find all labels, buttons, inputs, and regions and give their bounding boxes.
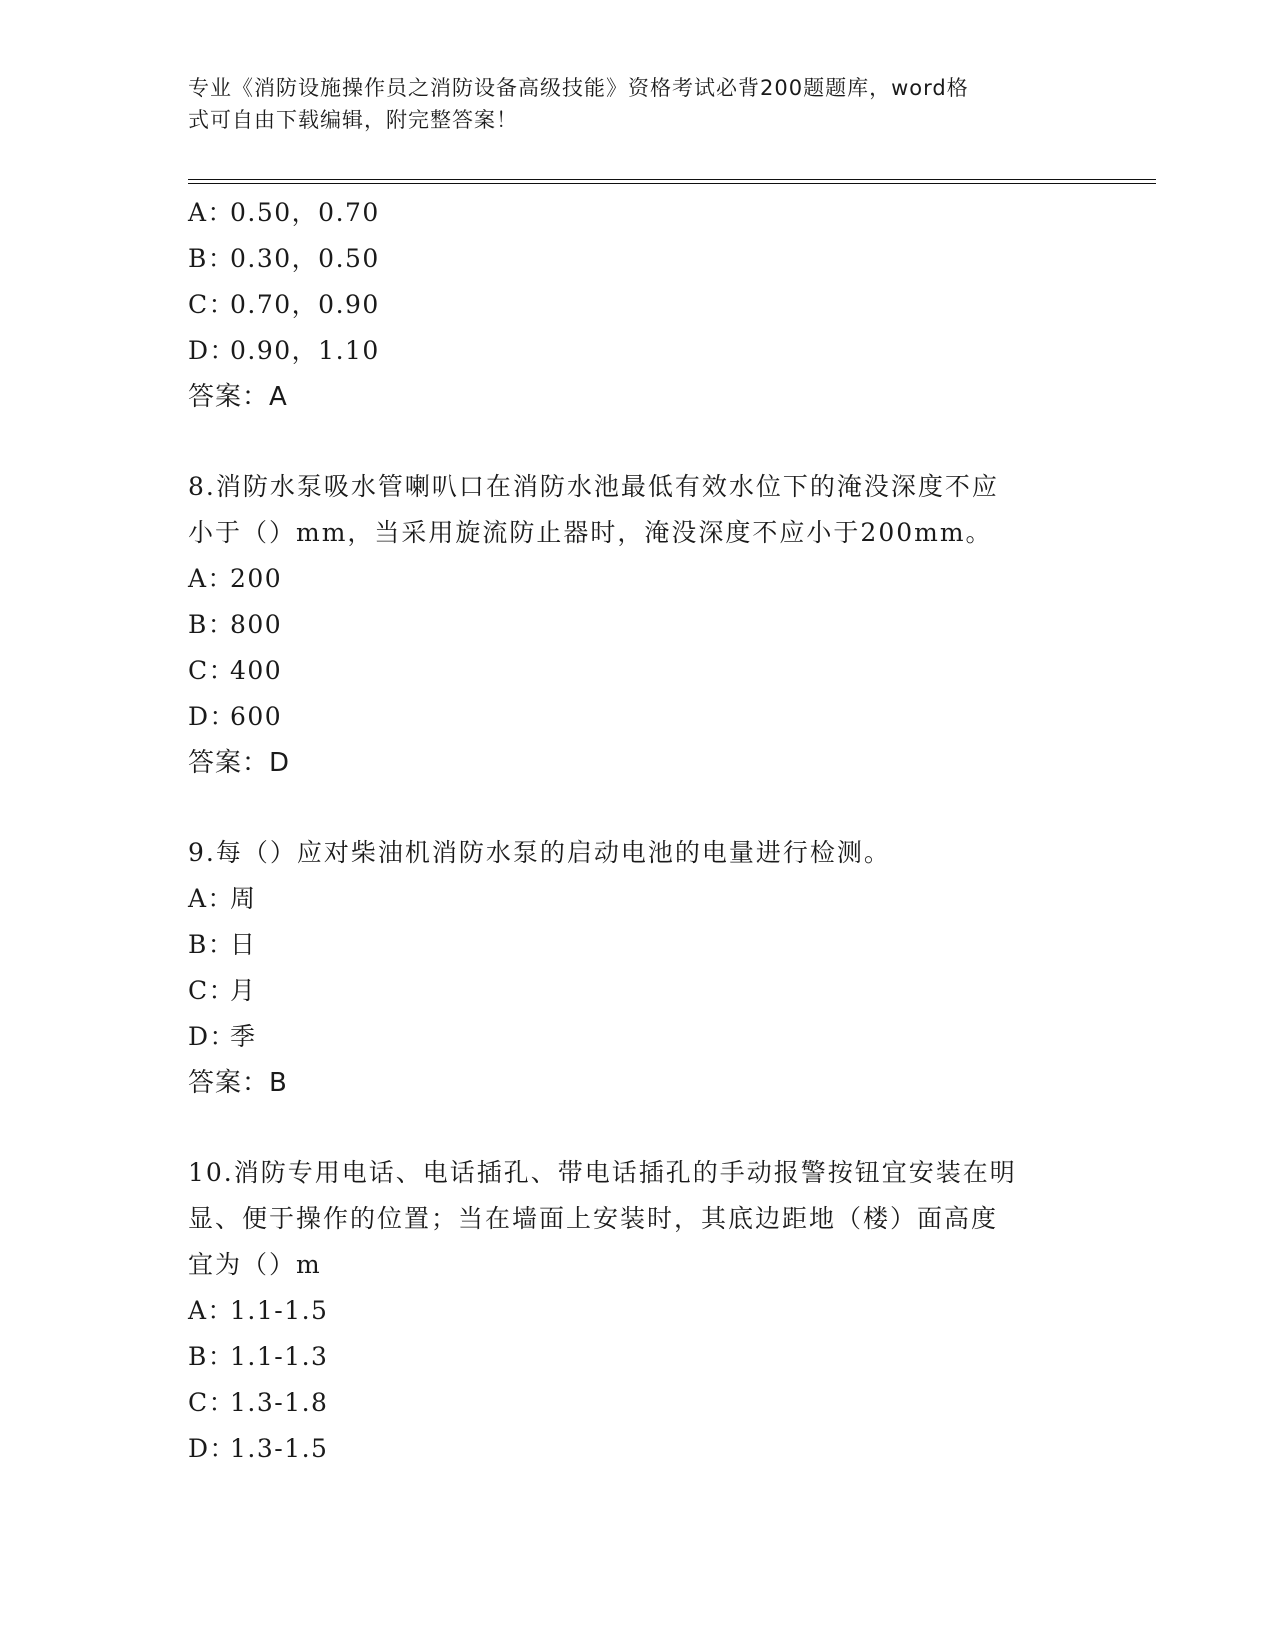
option-c — [188, 1380, 1088, 1426]
option-key: D： — [188, 702, 237, 731]
question-10 — [188, 1150, 1088, 1472]
option-text: 0.90，1.10 — [230, 336, 380, 365]
spacer — [188, 420, 1088, 464]
answer-line: 答案：B — [188, 1068, 288, 1098]
option-key: B： — [188, 244, 235, 273]
option-text: 800 — [230, 610, 283, 639]
option-a — [188, 190, 1088, 236]
option-key: C： — [188, 656, 236, 685]
question-text-line: 宜为（）m — [188, 1250, 322, 1279]
option-b — [188, 922, 1088, 968]
option-a — [188, 1288, 1088, 1334]
option-key: D： — [188, 1434, 237, 1463]
option-text: 季 — [230, 1022, 257, 1051]
header-line-1: 专业《消防设施操作员之消防设备高级技能》资格考试必背200题题库，word格 — [188, 76, 969, 100]
option-key: B： — [188, 610, 235, 639]
question-7-continued — [188, 190, 1088, 420]
question-list — [188, 190, 1088, 1472]
question-8 — [188, 464, 1088, 786]
option-text: 1.3-1.5 — [230, 1434, 329, 1463]
option-d — [188, 1014, 1088, 1060]
option-text: 0.50，0.70 — [230, 198, 380, 227]
question-9 — [188, 830, 1088, 1106]
option-text: 0.30，0.50 — [230, 244, 380, 273]
answer-line: 答案：A — [188, 382, 288, 412]
option-a — [188, 876, 1088, 922]
option-key: C： — [188, 976, 236, 1005]
option-text: 0.70，0.90 — [230, 290, 380, 319]
option-d — [188, 1426, 1088, 1472]
option-d — [188, 694, 1088, 740]
spacer — [188, 1106, 1088, 1150]
option-key: D： — [188, 336, 237, 365]
header-line-2: 式可自由下载编辑，附完整答案！ — [188, 108, 518, 132]
question-text-line: 8.消防水泵吸水管喇叭口在消防水池最低有效水位下的淹没深度不应 — [188, 472, 999, 501]
option-key: A： — [188, 1296, 235, 1325]
option-b — [188, 602, 1088, 648]
option-key: D： — [188, 1022, 237, 1051]
option-key: A： — [188, 198, 235, 227]
option-text: 200 — [230, 564, 283, 593]
answer-line: 答案：D — [188, 748, 291, 778]
question-text-line: 显、便于操作的位置；当在墙面上安装时，其底边距地（楼）面高度 — [188, 1204, 999, 1233]
header-divider-bottom — [188, 183, 1156, 184]
option-c — [188, 282, 1088, 328]
document-header — [188, 72, 1068, 136]
option-text: 1.1-1.3 — [230, 1342, 329, 1371]
option-c — [188, 968, 1088, 1014]
option-text: 周 — [230, 884, 257, 913]
option-key: A： — [188, 884, 235, 913]
option-key: C： — [188, 290, 236, 319]
question-text-line: 9.每（）应对柴油机消防水泵的启动电池的电量进行检测。 — [188, 838, 891, 867]
option-text: 日 — [230, 930, 257, 959]
option-key: B： — [188, 1342, 235, 1371]
option-key: A： — [188, 564, 235, 593]
spacer — [188, 786, 1088, 830]
option-b — [188, 1334, 1088, 1380]
option-text: 400 — [230, 656, 283, 685]
question-text-line: 10.消防专用电话、电话插孔、带电话插孔的手动报警按钮宜安装在明 — [188, 1158, 1017, 1187]
option-a — [188, 556, 1088, 602]
option-key: B： — [188, 930, 235, 959]
option-b — [188, 236, 1088, 282]
option-text: 1.3-1.8 — [230, 1388, 329, 1417]
option-c — [188, 648, 1088, 694]
option-text: 600 — [230, 702, 283, 731]
option-key: C： — [188, 1388, 236, 1417]
option-text: 月 — [230, 976, 257, 1005]
option-text: 1.1-1.5 — [230, 1296, 329, 1325]
option-d — [188, 328, 1088, 374]
question-text-line: 小于（）mm，当采用旋流防止器时，淹没深度不应小于200mm。 — [188, 518, 993, 547]
header-divider-top — [188, 179, 1156, 180]
